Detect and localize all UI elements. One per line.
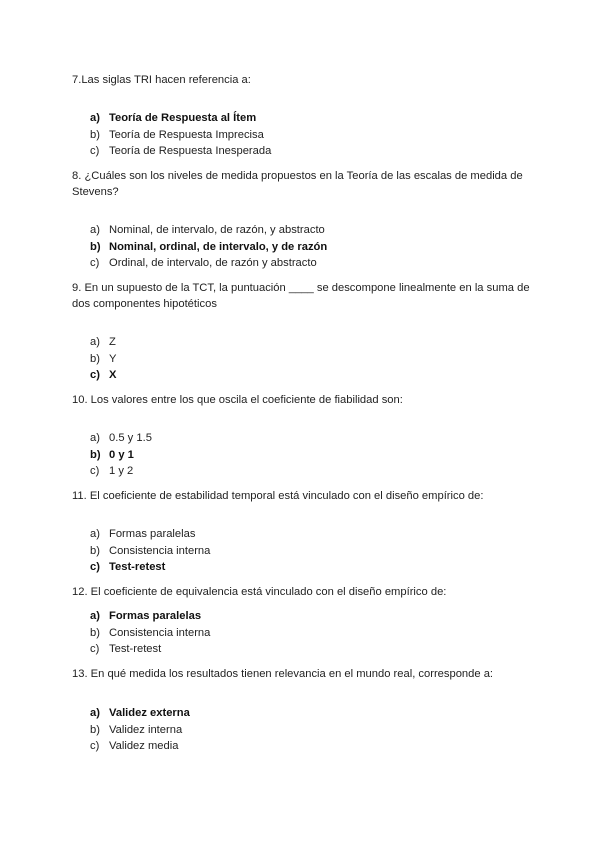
options-list	[90, 705, 190, 755]
options-list	[90, 110, 271, 160]
option-b	[90, 447, 152, 464]
option-text: 0 y 1	[109, 448, 134, 461]
question-11	[72, 488, 532, 504]
option-a	[90, 334, 116, 351]
option-letter: a)	[90, 224, 100, 236]
option-letter: c)	[90, 740, 100, 752]
option-text: Consistencia interna	[109, 626, 211, 639]
option-c	[90, 143, 271, 160]
option-text: Validez interna	[109, 723, 183, 736]
option-letter: b)	[90, 626, 100, 639]
question-text: 13. En qué medida los resultados tienen relevancia en el mundo real, corresponde a:	[72, 668, 494, 680]
option-c	[90, 463, 152, 480]
question-text: 10. Los valores entre los que oscila el coeficiente de fiabilidad son:	[72, 394, 403, 406]
option-c	[90, 738, 190, 755]
option-text: Teoría de Respuesta Imprecisa	[109, 128, 264, 141]
options-list	[90, 222, 327, 272]
option-text: Test-retest	[109, 643, 162, 655]
question-text: 12. El coeficiente de equivalencia está vinculado con el diseño empírico de:	[72, 586, 447, 598]
option-text: Consistencia interna	[109, 544, 211, 557]
question-12	[72, 584, 532, 600]
option-text: Z	[109, 336, 116, 348]
question-9	[72, 280, 532, 312]
question-8	[72, 168, 532, 200]
question-13	[72, 666, 532, 682]
option-text: Validez media	[109, 740, 179, 752]
option-b	[90, 722, 190, 739]
option-c	[90, 255, 327, 272]
option-letter: a)	[90, 528, 100, 540]
option-a	[90, 430, 152, 447]
option-a	[90, 526, 210, 543]
option-text: Formas paralelas	[109, 528, 196, 540]
options-list	[90, 430, 152, 480]
option-letter: a)	[90, 610, 100, 622]
question-text: 9. En un supuesto de la TCT, la puntuación ____ se descompone linealmente en la suma de dos componentes hipotéticos	[72, 282, 530, 310]
question-text: 7.Las siglas TRI hacen referencia a:	[72, 74, 251, 86]
option-letter: b)	[90, 544, 100, 557]
option-letter: a)	[90, 707, 100, 719]
option-text: 0.5 y 1.5	[109, 432, 152, 444]
option-text: Teoría de Respuesta al Ítem	[109, 112, 257, 124]
option-b	[90, 543, 210, 560]
option-a	[90, 608, 210, 625]
option-text: Y	[109, 352, 117, 365]
option-letter: a)	[90, 112, 100, 124]
question-7	[72, 72, 532, 88]
option-b	[90, 127, 271, 144]
option-letter: b)	[90, 128, 100, 141]
option-b	[90, 351, 116, 368]
option-letter: c)	[90, 257, 100, 269]
option-letter: c)	[90, 561, 100, 573]
option-c	[90, 367, 116, 384]
option-text: Nominal, ordinal, de intervalo, y de razón	[109, 240, 328, 253]
options-list	[90, 526, 210, 576]
option-text: Formas paralelas	[109, 610, 202, 622]
option-letter: a)	[90, 432, 100, 444]
option-a	[90, 705, 190, 722]
question-text: 8. ¿Cuáles son los niveles de medida propuestos en la Teoría de las escalas de medida de Stevens?	[72, 170, 523, 198]
question-text: 11. El coeficiente de estabilidad temporal está vinculado con el diseño empírico de:	[72, 490, 484, 502]
option-letter: c)	[90, 643, 100, 655]
options-list	[90, 334, 116, 384]
option-letter: b)	[90, 448, 101, 461]
option-b	[90, 239, 327, 256]
option-text: 1 y 2	[109, 465, 134, 477]
option-letter: a)	[90, 336, 100, 348]
option-text: X	[109, 369, 117, 381]
option-a	[90, 222, 327, 239]
option-text: Test-retest	[109, 561, 166, 573]
option-text: Ordinal, de intervalo, de razón y abstracto	[109, 257, 317, 269]
option-letter: c)	[90, 369, 100, 381]
option-letter: b)	[90, 723, 100, 736]
option-text: Teoría de Respuesta Inesperada	[109, 145, 272, 157]
option-letter: b)	[90, 352, 100, 365]
option-text: Nominal, de intervalo, de razón, y abstracto	[109, 224, 325, 236]
option-text: Validez externa	[109, 707, 190, 719]
option-c	[90, 641, 210, 658]
option-c	[90, 559, 210, 576]
options-list	[90, 608, 210, 658]
option-b	[90, 625, 210, 642]
option-a	[90, 110, 271, 127]
question-10	[72, 392, 532, 408]
option-letter: b)	[90, 240, 101, 253]
option-letter: c)	[90, 145, 100, 157]
option-letter: c)	[90, 465, 100, 477]
